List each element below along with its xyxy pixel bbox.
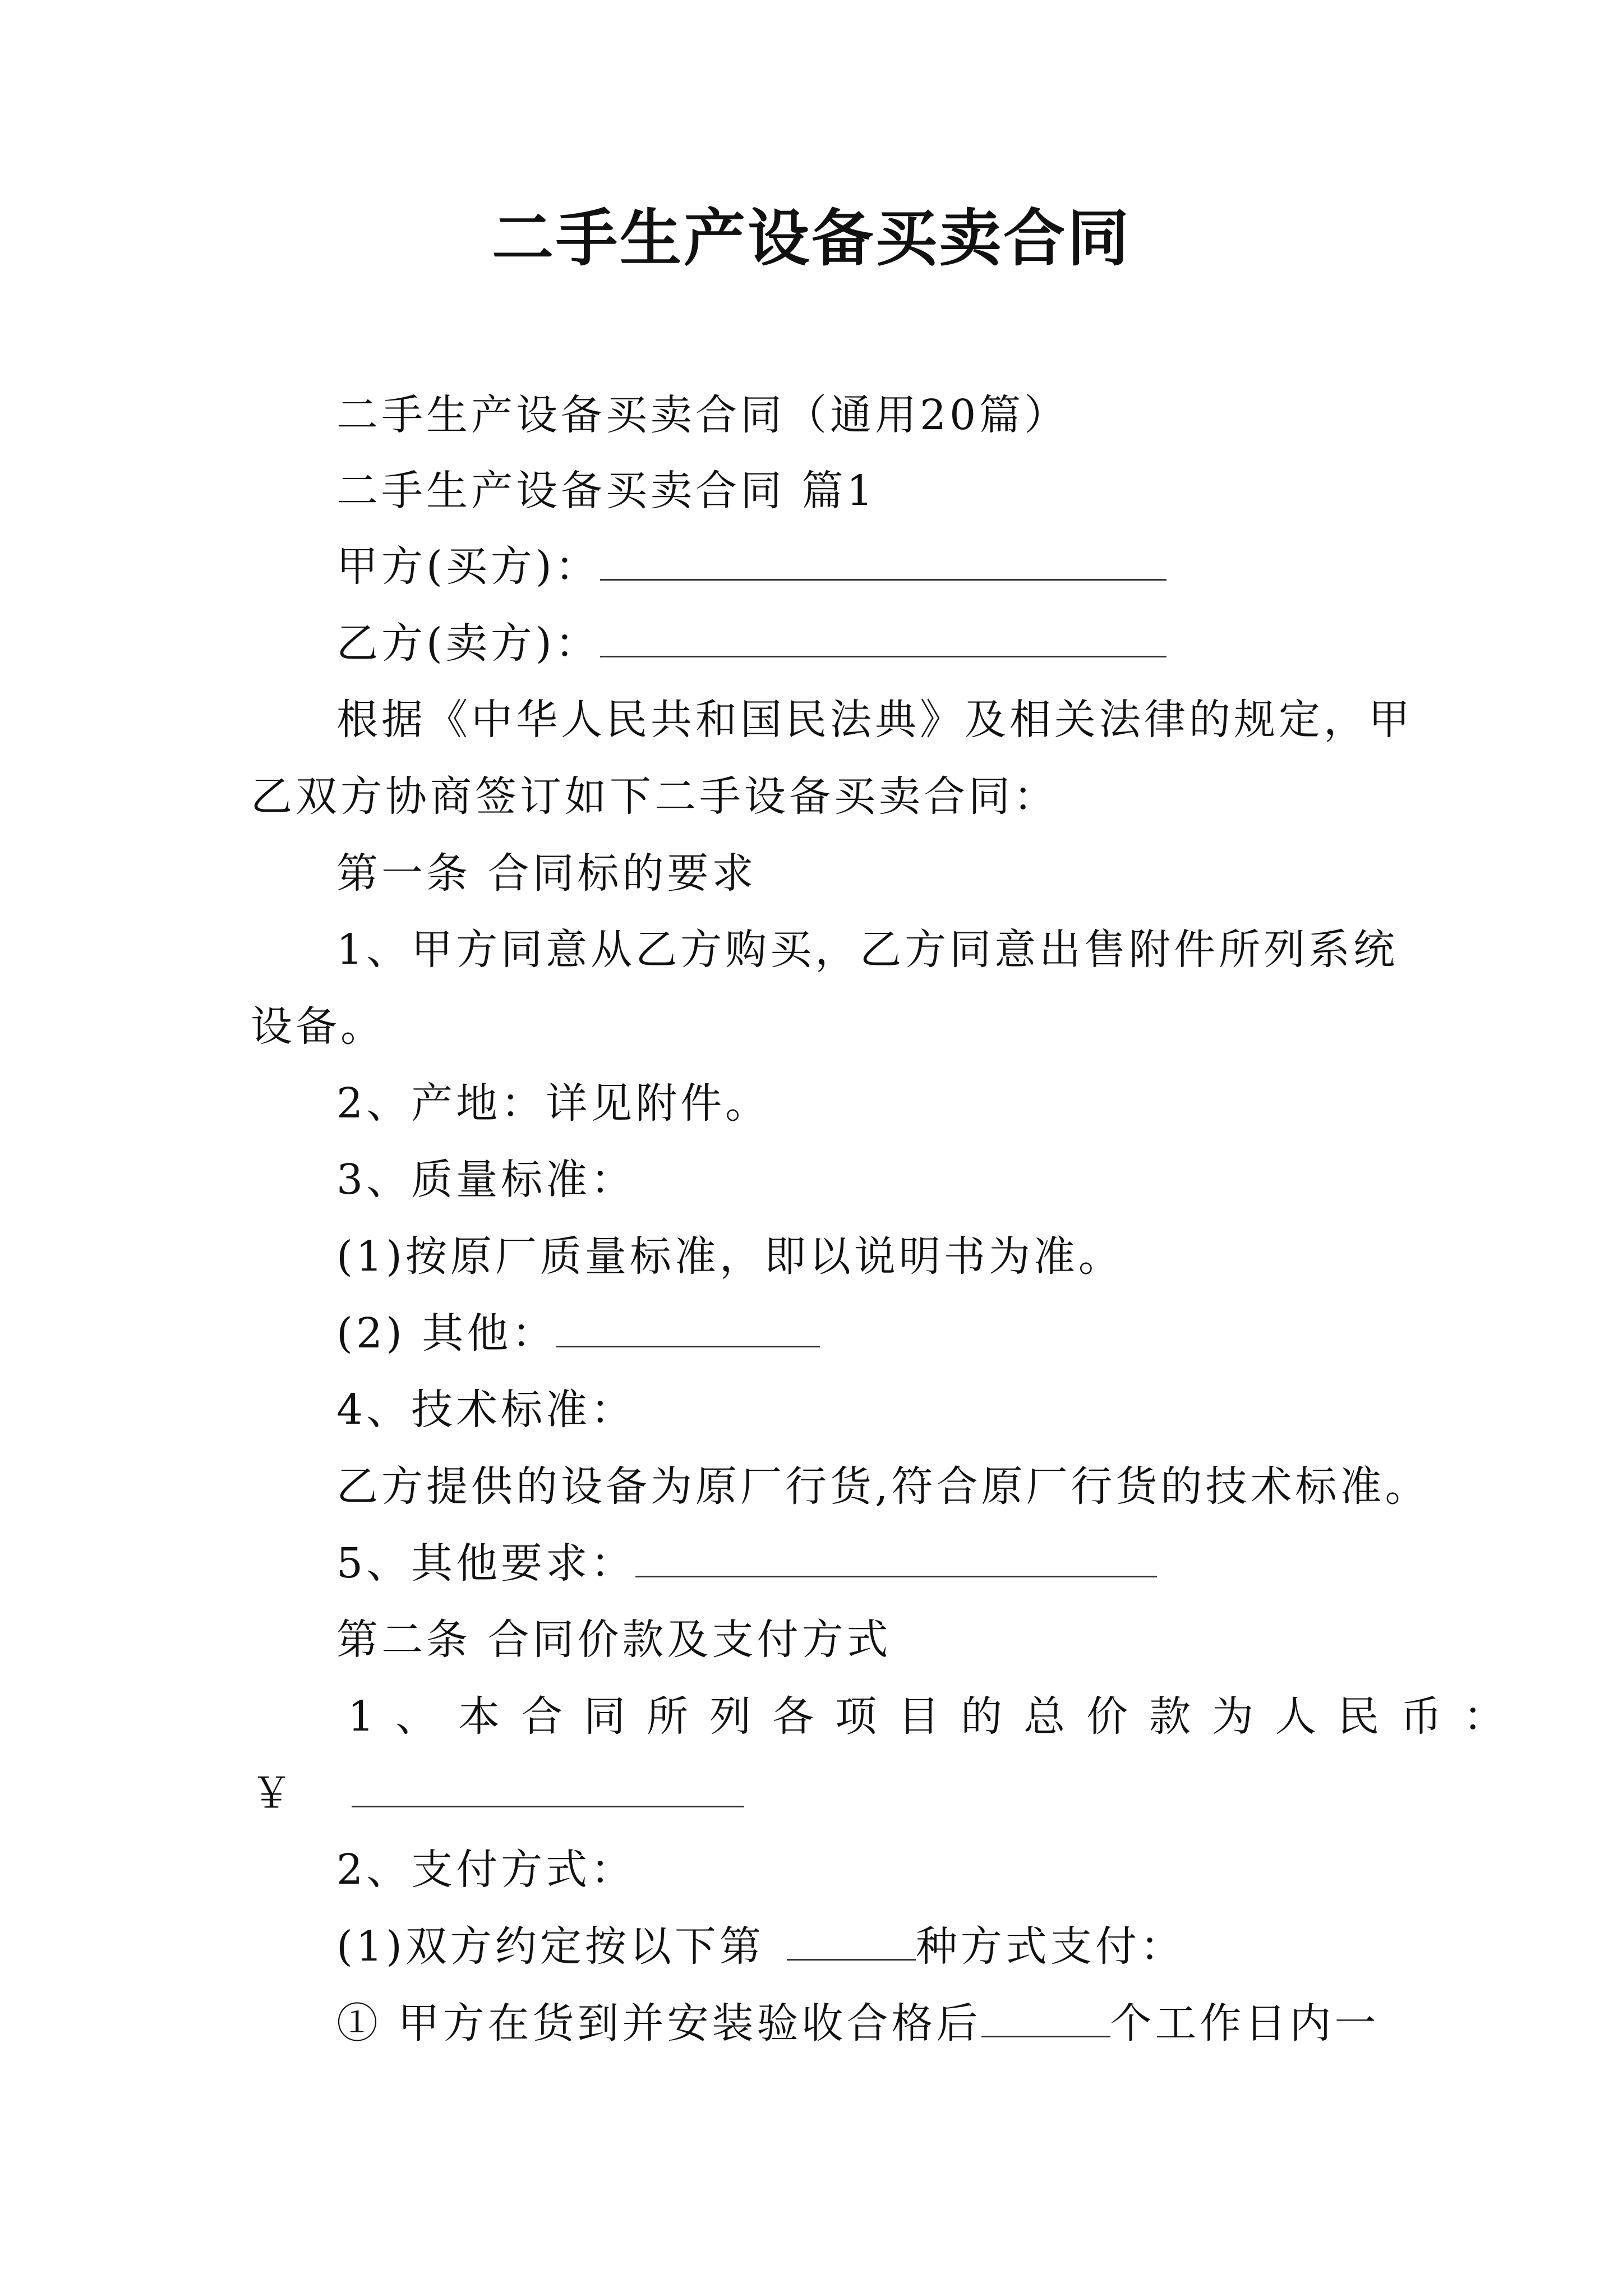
payment-option-blank: [787, 1920, 916, 1961]
total-price-text: 1、本合同所列各项目的总价款为人民币：: [348, 1692, 1527, 1741]
total-price-line: [348, 1688, 1527, 1745]
party-a-blank: [600, 540, 1166, 581]
subtitle-collection: 二手生产设备买卖合同（通用20篇）: [336, 391, 1069, 439]
party-a-label: 甲方(买方)：: [336, 542, 600, 591]
paragraph-line: 2、支付方式：: [336, 1846, 636, 1894]
payment-term-blank: [981, 1996, 1110, 2037]
payment-term-line: [336, 1995, 1380, 2051]
payment-term-suffix: 个工作日内一: [1110, 1999, 1380, 2047]
other-requirements-blank: [635, 1536, 1157, 1577]
currency-symbol: ￥: [251, 1769, 296, 1818]
party-b-line: [336, 615, 1166, 671]
currency-line: [251, 1765, 744, 1821]
document-title: 二手生产设备买卖合同: [492, 202, 1131, 274]
price-blank: [352, 1766, 744, 1807]
party-b-blank: [600, 616, 1166, 657]
subtitle-part: 二手生产设备买卖合同 篇1: [336, 467, 877, 515]
article-heading: 第一条 合同标的要求: [336, 849, 757, 898]
paragraph-line: 3、质量标准：: [336, 1156, 636, 1204]
paragraph-line: 设备。: [251, 1002, 385, 1051]
article-heading: 第二条 合同价款及支付方式: [336, 1616, 892, 1664]
payment-option-prefix: (1)双方约定按以下第: [336, 1922, 764, 1971]
other-quality-blank: [556, 1306, 820, 1347]
paragraph-line: 根据《中华人民共和国民法典》及相关法律的规定，甲: [336, 696, 1413, 744]
other-requirements-label: 5、其他要求：: [336, 1539, 636, 1588]
paragraph-line: 1、甲方同意从乙方购买，乙方同意出售附件所列系统: [336, 926, 1399, 974]
other-requirements-line: [336, 1535, 1157, 1591]
paragraph-line: 4、技术标准：: [336, 1386, 636, 1434]
party-b-label: 乙方(卖方)：: [336, 619, 600, 668]
paragraph-line: (1)按原厂质量标准，即以说明书为准。: [336, 1232, 1123, 1281]
other-quality-label: (2) 其他：: [336, 1309, 557, 1358]
paragraph-line: 乙双方协商签订如下二手设备买卖合同：: [251, 772, 1058, 821]
payment-term-prefix: ① 甲方在货到并安装验收合格后: [336, 1999, 981, 2047]
payment-option-suffix: 种方式支付：: [915, 1922, 1185, 1971]
payment-option-line: [336, 1918, 1185, 1975]
party-a-line: [336, 539, 1166, 595]
paragraph-line: 2、产地：详见附件。: [336, 1079, 771, 1128]
other-quality-line: [336, 1305, 820, 1361]
paragraph-line: 乙方提供的设备为原厂行货,符合原厂行货的技术标准。: [336, 1462, 1430, 1511]
